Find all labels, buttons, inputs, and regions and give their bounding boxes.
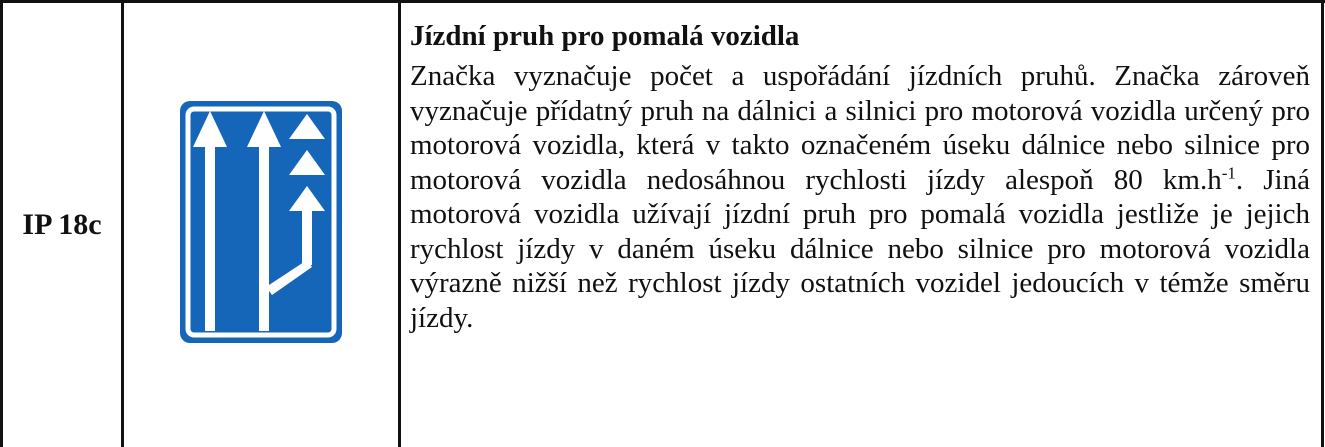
sign-description xyxy=(410,59,1310,335)
description-cell xyxy=(410,18,1310,335)
sign-code-cell xyxy=(3,3,121,447)
sign-title: Jízdní pruh pro pomalá vozidla xyxy=(410,20,800,52)
table-border-right xyxy=(1321,0,1324,447)
sign-image-cell xyxy=(124,3,398,447)
slow-vehicle-lane-sign-icon xyxy=(176,97,346,347)
description-text-continued: . Jiná motorová vozidla užívají jízdní pruh pro pomalá vozidla jestliže je jejich rychlost jízdy v daném úseku dálnice nebo silnice pro motorová vozidla výrazně nižší než rychlost jízdy ostatních vozidel jedoucích v témže směru jízdy. xyxy=(410,163,1310,334)
description-superscript: -1 xyxy=(1221,162,1236,182)
table-divider xyxy=(398,0,401,447)
sign-code: IP 18c xyxy=(22,208,102,241)
description-text: Značka vyznačuje počet a uspořádání jízdních pruhů. Značka zároveň vyznačuje přídatný pruh na dálnici a silnici pro motorová vozidla určený pro motorová vozidla, která v takto označeném úseku dálnice nebo silnice pro motorová vozidla nedosáhnou rychlosti jízdy alespoň 80 km.h xyxy=(410,60,1310,196)
